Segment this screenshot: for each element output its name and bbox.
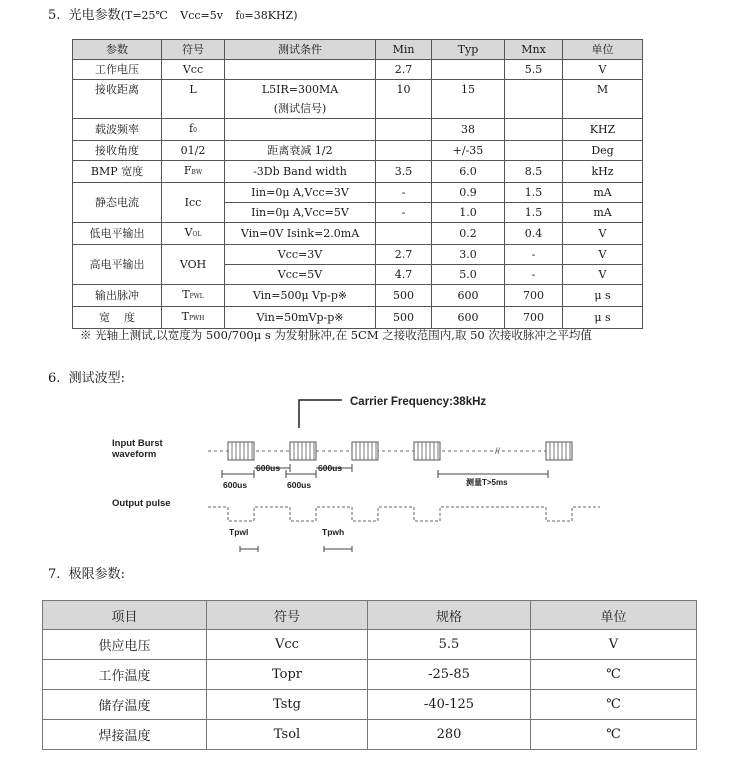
output-pulse-label: Output pulse <box>112 498 171 509</box>
condition-f: f <box>235 9 240 22</box>
cell-param: 输出脉冲 <box>73 285 162 307</box>
cell-param: 低电平输出 <box>73 223 162 245</box>
cell-max: 700 <box>505 285 563 307</box>
test-note: ※ 光轴上测试,以宽度为 500/700μ s 为发射脉冲,在 5CM 之接收范围内,取 50 次接收脉冲之平均值 <box>80 328 592 342</box>
cell-unit: kHz <box>563 161 643 183</box>
cell-unit: V <box>563 223 643 245</box>
condition-vcc: Vcc=5v <box>180 9 223 22</box>
header-symbol: 符号 <box>207 601 368 630</box>
table-header-row <box>43 601 697 630</box>
table-row <box>43 720 697 750</box>
condition-f-sub: 0 <box>239 12 245 21</box>
section-number: 5. <box>48 8 61 23</box>
cell-typ: 0.2 <box>432 223 505 245</box>
cell-symbol: Icc <box>162 183 225 223</box>
cell-max <box>505 141 563 161</box>
cell-typ: 38 <box>432 119 505 141</box>
section-title: 极限参数: <box>68 567 126 582</box>
table-row <box>73 119 643 141</box>
cell-min: 3.5 <box>376 161 432 183</box>
symbol-sub: PWL <box>189 293 204 300</box>
section-title: 测试波型: <box>68 371 126 386</box>
table-row <box>43 660 697 690</box>
cell-unit: ℃ <box>531 690 697 720</box>
table-row <box>73 141 643 161</box>
cell-param: 接收角度 <box>73 141 162 161</box>
cell-max: - <box>505 265 563 285</box>
cell-unit: KHZ <box>563 119 643 141</box>
cell-condition <box>225 60 376 80</box>
table-row <box>73 60 643 80</box>
table-row <box>73 245 643 265</box>
cell-item: 焊接温度 <box>43 720 207 750</box>
header-unit: 单位 <box>531 601 697 630</box>
cell-condition: Vcc=3V <box>225 245 376 265</box>
cell-min: - <box>376 203 432 223</box>
cell-symbol: Tstg <box>207 690 368 720</box>
cell-typ: 0.9 <box>432 183 505 203</box>
cell-max: 1.5 <box>505 203 563 223</box>
symbol-main: T <box>182 288 190 301</box>
cell-min: 4.7 <box>376 265 432 285</box>
tpwl-label: Tpwl <box>229 527 249 537</box>
cell-param: 工作电压 <box>73 60 162 80</box>
header-symbol: 符号 <box>162 40 225 60</box>
time-600us: 600us <box>223 480 248 490</box>
table-row <box>73 307 643 329</box>
tpwl-marker <box>240 546 258 552</box>
cell-item: 供应电压 <box>43 630 207 660</box>
cell-condition: Vcc=5V <box>225 265 376 285</box>
symbol-main: F <box>183 164 192 177</box>
tpwh-marker <box>324 546 352 552</box>
cell-typ: 6.0 <box>432 161 505 183</box>
burst <box>414 442 440 460</box>
cell-condition: Vin=0V Isink=2.0mA <box>225 223 376 245</box>
test-waveform-diagram <box>100 388 620 558</box>
burst <box>546 442 572 460</box>
condition-freq: =38KHZ) <box>244 9 298 22</box>
cell-symbol: Topr <box>207 660 368 690</box>
cell-condition: -3Db Band width <box>225 161 376 183</box>
condition-temp: (T=25℃ <box>120 9 168 22</box>
table-header-row <box>73 40 643 60</box>
cell-symbol <box>162 307 225 329</box>
cell-unit: μ s <box>563 285 643 307</box>
cell-typ: 600 <box>432 285 505 307</box>
burst <box>352 442 378 460</box>
cell-min <box>376 223 432 245</box>
cell-unit: V <box>563 60 643 80</box>
cell-min: 10 <box>376 80 432 119</box>
cell-max: 0.4 <box>505 223 563 245</box>
cell-condition: Vin=500μ Vp-p※ <box>225 285 376 307</box>
condition-line-2: (测试信号) <box>273 102 327 115</box>
table-row <box>43 690 697 720</box>
cell-max: 700 <box>505 307 563 329</box>
cell-condition: Vin=50mVp-p※ <box>225 307 376 329</box>
cell-spec: 5.5 <box>368 630 531 660</box>
time-600us: 600us <box>256 463 281 473</box>
cell-condition <box>225 80 376 119</box>
cell-symbol: Vcc <box>207 630 368 660</box>
section-6-heading <box>48 367 125 386</box>
limit-params-table <box>42 600 697 750</box>
output-pulse-wave <box>208 507 600 521</box>
cell-min <box>376 119 432 141</box>
section-5-heading <box>48 4 298 23</box>
input-burst-label: Input Burst <box>112 438 163 449</box>
cell-condition <box>225 119 376 141</box>
cell-spec: -40-125 <box>368 690 531 720</box>
cell-symbol: Vcc <box>162 60 225 80</box>
cell-min: 500 <box>376 285 432 307</box>
cell-unit: mA <box>563 203 643 223</box>
tpwh-label: Tpwh <box>322 527 345 537</box>
table-row <box>73 223 643 245</box>
input-waveform-label: waveform <box>112 449 157 460</box>
cell-param: 宽 度 <box>73 307 162 329</box>
burst <box>290 442 316 460</box>
cell-typ: 1.0 <box>432 203 505 223</box>
table-row <box>43 630 697 660</box>
header-max: Mnx <box>505 40 563 60</box>
table-row <box>73 183 643 203</box>
section-7-heading <box>48 563 125 582</box>
header-unit: 单位 <box>563 40 643 60</box>
symbol-sub: OL <box>192 231 202 238</box>
cell-item: 储存温度 <box>43 690 207 720</box>
cell-max: 1.5 <box>505 183 563 203</box>
period-label: 测量T>5ms <box>466 478 508 487</box>
optical-params-table <box>72 39 643 329</box>
cell-param: 载波频率 <box>73 119 162 141</box>
condition-line-1: L5IR=300MA <box>261 83 339 96</box>
cell-unit: ℃ <box>531 720 697 750</box>
table-row <box>73 80 643 119</box>
cell-symbol: VOH <box>162 245 225 285</box>
cell-typ: 3.0 <box>432 245 505 265</box>
table-row <box>73 161 643 183</box>
cell-symbol: L <box>162 80 225 119</box>
header-min: Min <box>376 40 432 60</box>
cell-min: 2.7 <box>376 60 432 80</box>
cell-max <box>505 119 563 141</box>
cell-param: BMP 宽度 <box>73 161 162 183</box>
cell-symbol: 01/2 <box>162 141 225 161</box>
symbol-sub: PWH <box>188 315 205 322</box>
cell-max: 5.5 <box>505 60 563 80</box>
symbol-sub: BW <box>191 169 203 176</box>
cell-min: 500 <box>376 307 432 329</box>
section-number: 6. <box>48 371 61 386</box>
cell-unit: V <box>563 265 643 285</box>
cell-typ: +/-35 <box>432 141 505 161</box>
header-item: 项目 <box>43 601 207 630</box>
cell-unit: V <box>563 245 643 265</box>
cell-typ: 600 <box>432 307 505 329</box>
cell-spec: -25-85 <box>368 660 531 690</box>
header-typ: Typ <box>432 40 505 60</box>
cell-typ: 15 <box>432 80 505 119</box>
cell-symbol <box>162 223 225 245</box>
header-condition: 测试条件 <box>225 40 376 60</box>
section-title: 光电参数 <box>68 8 121 23</box>
cell-param: 接收距离 <box>73 80 162 119</box>
header-param: 参数 <box>73 40 162 60</box>
cell-symbol <box>162 119 225 141</box>
time-600us: 600us <box>318 463 343 473</box>
cell-unit: mA <box>563 183 643 203</box>
cell-max <box>505 80 563 119</box>
table-row <box>73 285 643 307</box>
cell-unit: Deg <box>563 141 643 161</box>
cell-param: 高电平输出 <box>73 245 162 285</box>
header-spec: 规格 <box>368 601 531 630</box>
cell-symbol <box>162 285 225 307</box>
section-number: 7. <box>48 567 61 582</box>
break-mark: // <box>495 446 501 456</box>
cell-typ <box>432 60 505 80</box>
cell-spec: 280 <box>368 720 531 750</box>
symbol-main: f <box>189 122 194 135</box>
symbol-main: T <box>181 310 189 323</box>
cell-typ: 5.0 <box>432 265 505 285</box>
cell-min: 2.7 <box>376 245 432 265</box>
cell-symbol <box>162 161 225 183</box>
cell-max: - <box>505 245 563 265</box>
carrier-frequency-label: Carrier Frequency:38kHz <box>350 396 487 408</box>
time-600us: 600us <box>287 480 312 490</box>
cell-unit: M <box>563 80 643 119</box>
cell-unit: ℃ <box>531 660 697 690</box>
cell-symbol: Tsol <box>207 720 368 750</box>
cell-param: 静态电流 <box>73 183 162 223</box>
cell-min <box>376 141 432 161</box>
cell-condition: Iin=0μ A,Vcc=5V <box>225 203 376 223</box>
cell-max: 8.5 <box>505 161 563 183</box>
burst <box>228 442 254 460</box>
carrier-callout-line <box>299 400 342 428</box>
cell-item: 工作温度 <box>43 660 207 690</box>
symbol-sub: 0 <box>193 127 197 134</box>
cell-unit: V <box>531 630 697 660</box>
cell-unit: μ s <box>563 307 643 329</box>
cell-condition: Iin=0μ A,Vcc=3V <box>225 183 376 203</box>
symbol-main: V <box>184 226 193 239</box>
cell-min: - <box>376 183 432 203</box>
cell-condition: 距离衰减 1/2 <box>225 141 376 161</box>
